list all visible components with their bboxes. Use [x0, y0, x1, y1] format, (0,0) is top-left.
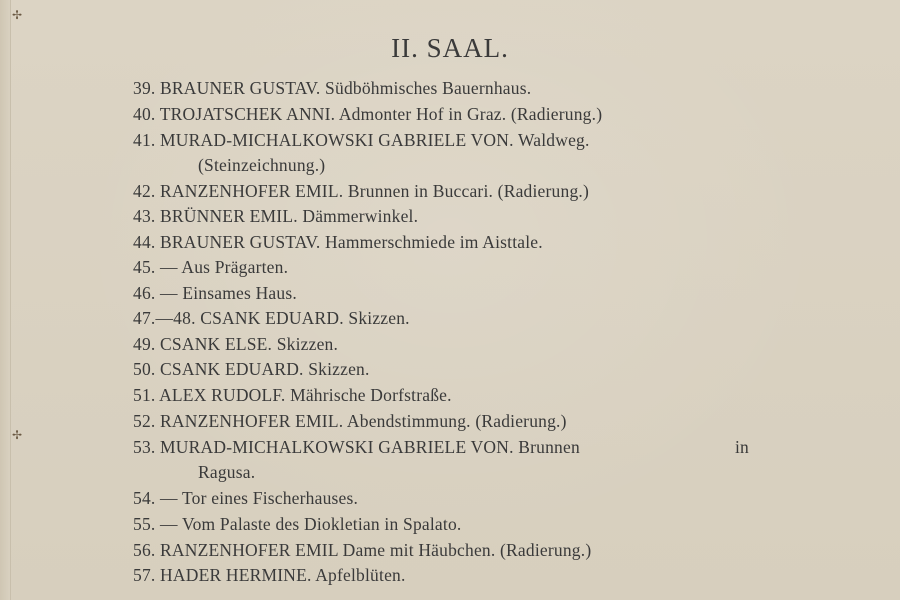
entry-line-end: in: [734, 437, 749, 457]
entry-line-text: 53. MURAD-MICHALKOWSKI GABRIELE VON. Brunnen: [133, 437, 580, 457]
entry-line: 50. CSANK EDUARD. Skizzen.: [133, 359, 370, 379]
edge-mark-icon: ✢: [12, 8, 23, 22]
entry-line: 40. TROJATSCHEK ANNI. Admonter Hof in Graz. (Radierung.): [133, 104, 603, 124]
entry-line: 54. — Tor eines Fischerhauses.: [133, 488, 359, 508]
entry-line: 43. BRÜNNER EMIL. Dämmerwinkel.: [133, 206, 419, 226]
entry-line: 56. RANZENHOFER EMIL Dame mit Häubchen. (Radierung.): [133, 540, 592, 560]
entry-line: 57. HADER HERMINE. Apfelblüten.: [133, 565, 406, 585]
entry-line: 47.—48. CSANK EDUARD. Skizzen.: [133, 308, 410, 328]
entry-line: 46. — Einsames Haus.: [133, 283, 297, 303]
entry-line: 51. ALEX RUDOLF. Mährische Dorfstraße.: [133, 385, 452, 405]
entry-line: 45. — Aus Prägarten.: [133, 257, 289, 277]
entry-continuation-line: (Steinzeichnung.): [198, 155, 326, 175]
entry-line: 44. BRAUNER GUSTAV. Hammerschmiede im Aisttale.: [133, 232, 543, 252]
entry-continuation-line: Ragusa.: [198, 462, 256, 482]
entry-line: 55. — Vom Palaste des Diokletian in Spalato.: [133, 514, 462, 534]
entry-line: 42. RANZENHOFER EMIL. Brunnen in Buccari. (Radierung.): [133, 181, 589, 201]
edge-mark-icon: ✢: [12, 428, 23, 442]
section-heading: II. SAAL.: [391, 33, 509, 63]
entry-line: 41. MURAD-MICHALKOWSKI GABRIELE VON. Waldweg.: [133, 130, 590, 150]
entry-line: 49. CSANK ELSE. Skizzen.: [133, 334, 339, 354]
entry-line: 52. RANZENHOFER EMIL. Abendstimmung. (Radierung.): [133, 411, 567, 431]
entry-line: 39. BRAUNER GUSTAV. Südböhmisches Bauernhaus.: [133, 78, 532, 98]
entry-line: [133, 437, 749, 458]
